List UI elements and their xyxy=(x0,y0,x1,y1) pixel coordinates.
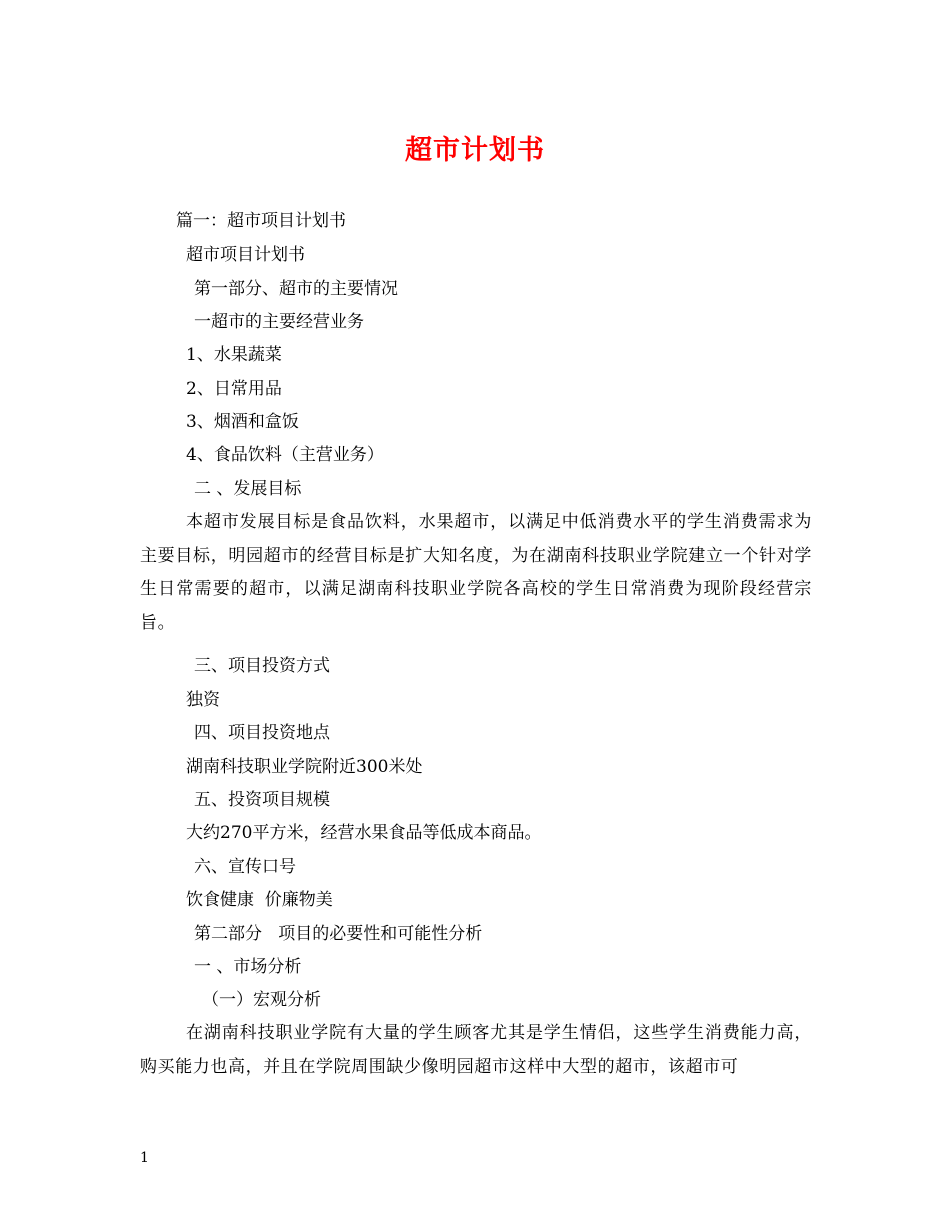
body-line: 独资 xyxy=(186,690,220,710)
list-item: 2、日常用品 xyxy=(186,379,282,399)
document-title: 超市计划书 xyxy=(405,135,545,166)
section-heading: 六、宣传口号 xyxy=(194,857,296,877)
section-heading: 一超市的主要经营业务 xyxy=(194,312,364,332)
page-number: 1 xyxy=(140,1150,149,1166)
section-heading: 四、项目投资地点 xyxy=(194,723,330,743)
slogan: 饮食健康 价廉物美 xyxy=(186,890,333,910)
subtitle: 超市项目计划书 xyxy=(186,245,305,265)
section-heading: 三、项目投资方式 xyxy=(194,656,330,676)
subsection-heading: （一）宏观分析 xyxy=(202,990,321,1010)
list-item: 4、食品饮料（主营业务） xyxy=(186,445,384,465)
section-heading: 一 、市场分析 xyxy=(194,957,302,977)
list-item: 1、水果蔬菜 xyxy=(186,345,282,365)
body-line: 湖南科技职业学院附近300米处 xyxy=(186,757,423,777)
body-line: 大约270平方米，经营水果食品等低成本商品。 xyxy=(186,823,542,843)
body-paragraph: 本超市发展目标是食品饮料，水果超市，以满足中低消费水平的学生消费需求为主要目标，明园超市的经营目标是扩大知名度，为在湖南科技职业学院建立一个针对学生日常需要的超市，以满足湖南科技职业学院各高校的学生日常消费为现阶段经营宗旨。 xyxy=(140,512,812,633)
body-paragraph: 在湖南科技职业学院有大量的学生顾客尤其是学生情侣，这些学生消费能力高，购买能力也高，并且在学院周围缺少像明园超市这样中大型的超市，该超市可 xyxy=(140,1023,812,1077)
list-item: 3、烟酒和盒饭 xyxy=(186,412,299,432)
part-heading: 第一部分、超市的主要情况 xyxy=(194,279,398,299)
part-heading: 第二部分 项目的必要性和可能性分析 xyxy=(194,924,483,944)
section-heading: 二 、发展目标 xyxy=(194,479,302,499)
section-heading: 五、投资项目规模 xyxy=(194,790,330,810)
section-heading-part1: 篇一：超市项目计划书 xyxy=(176,211,346,231)
